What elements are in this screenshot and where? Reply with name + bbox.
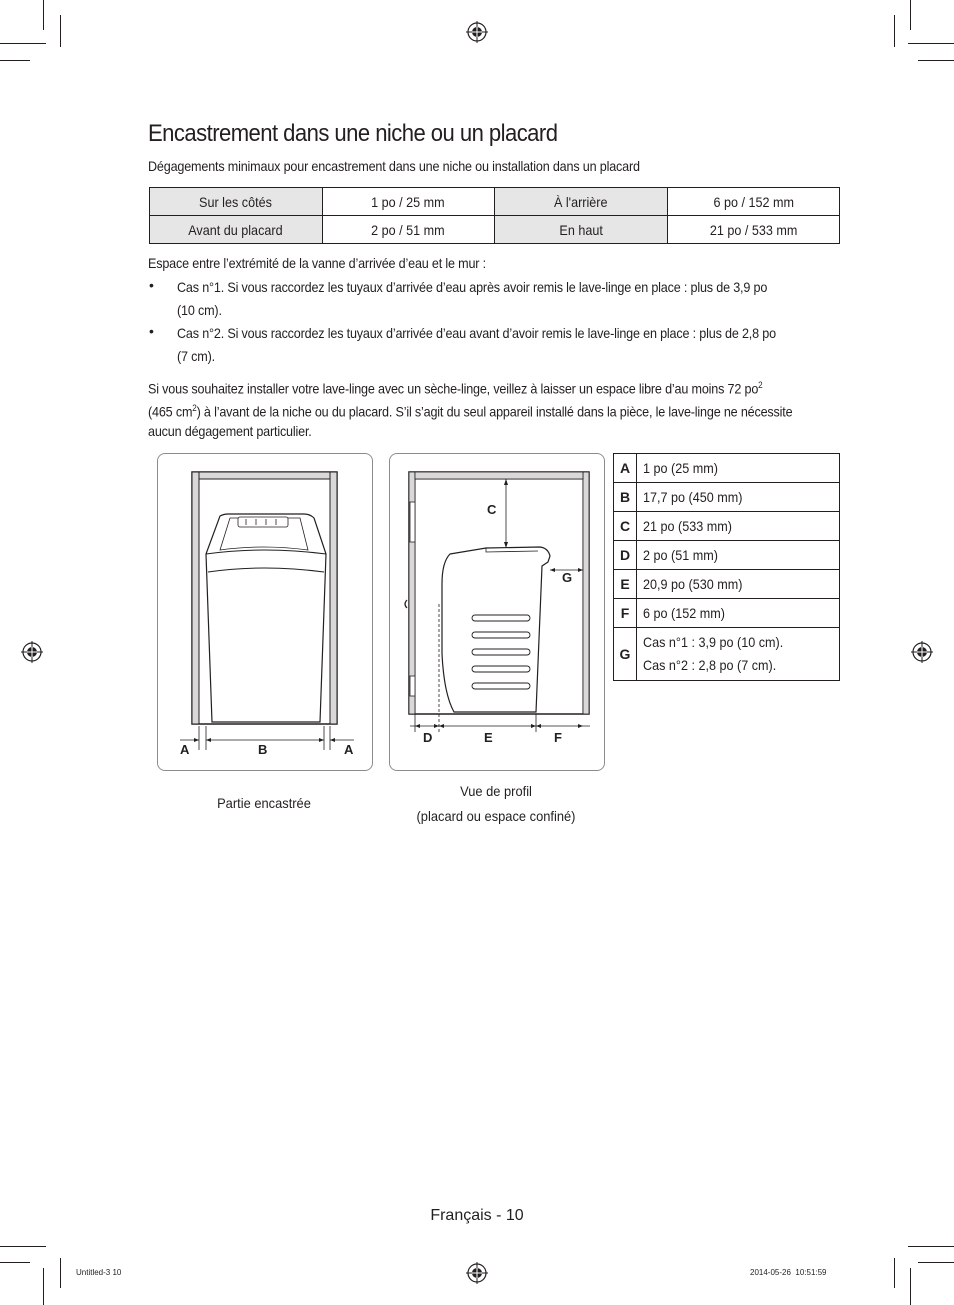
crop-mark: [910, 1268, 911, 1305]
print-slug-left: Untitled-3 10: [76, 1268, 122, 1277]
crop-mark: [43, 0, 44, 30]
section-title: Encastrement dans une niche ou un placard: [148, 120, 558, 147]
dim-label-d: D: [423, 730, 433, 745]
front-view-drawing: [158, 454, 372, 770]
side-view-caption-line-1: Vue de profil: [460, 783, 532, 799]
table-cell: À l'arrière: [495, 188, 668, 216]
legend-key: G: [614, 628, 637, 681]
water-valve-intro: Espace entre l’extrémité de la vanne d’arrivée d’eau et le mur :: [148, 255, 486, 271]
registration-mark-icon: [911, 641, 933, 663]
table-cell: 2 po / 51 mm: [322, 216, 495, 244]
side-view-drawing: [390, 454, 604, 770]
dryer-note-text: (465 cm: [148, 403, 193, 420]
legend-value: 21 po (533 mm): [637, 512, 840, 541]
legend-key: B: [614, 483, 637, 512]
legend-key: D: [614, 541, 637, 570]
table-row: [614, 628, 840, 681]
side-view-figure: [389, 453, 605, 771]
page-number: Français - 10: [430, 1207, 524, 1224]
dryer-note-text: ) à l’avant de la niche ou du placard. S’il s’agit du seul appareil installé dans la pièce, le lave-linge ne nécessite: [196, 403, 793, 420]
clearance-table: [149, 187, 840, 244]
table-cell: 21 po / 533 mm: [667, 216, 840, 244]
table-row: [614, 454, 840, 483]
crop-mark: [60, 1258, 61, 1288]
table-row: [614, 483, 840, 512]
print-slug-right: 2014-05-26 ︎︎ 10:51:59: [750, 1268, 827, 1277]
case-2-line-2: (7 cm).: [177, 348, 215, 364]
registration-mark-icon: [21, 641, 43, 663]
case-1-line-2: (10 cm).: [177, 302, 222, 318]
front-view-figure: [157, 453, 373, 771]
legend-value-line: Cas n°1 : 3,9 po (10 cm).: [643, 634, 784, 650]
legend-value: 1 po (25 mm): [637, 454, 840, 483]
table-cell: 1 po / 25 mm: [322, 188, 495, 216]
dim-label-a-left: A: [180, 742, 190, 757]
crop-mark: [908, 1246, 954, 1247]
legend-value: [637, 628, 840, 681]
legend-key: E: [614, 570, 637, 599]
table-row: [614, 570, 840, 599]
crop-mark: [894, 15, 895, 47]
dimension-legend-table: [613, 453, 840, 681]
table-cell: Sur les côtés: [150, 188, 323, 216]
section-subtitle: Dégagements minimaux pour encastrement dans une niche ou installation dans un placard: [148, 158, 640, 174]
dim-label-b: B: [258, 742, 268, 757]
crop-mark: [918, 1262, 954, 1263]
legend-key: F: [614, 599, 637, 628]
front-view-caption: Partie encastrée: [217, 795, 311, 811]
legend-value: 17,7 po (450 mm): [637, 483, 840, 512]
dim-label-g: G: [562, 570, 573, 585]
legend-value: 2 po (51 mm): [637, 541, 840, 570]
superscript: 2: [192, 403, 197, 413]
crop-mark: [43, 1268, 44, 1305]
dryer-note-text: Si vous souhaitez installer votre lave-linge avec un sèche-linge, veillez à laisser un espace libre d’au moins 72 po: [148, 380, 759, 397]
superscript: 2: [758, 380, 763, 390]
crop-mark: [0, 60, 30, 61]
legend-key: A: [614, 454, 637, 483]
table-row: [614, 541, 840, 570]
case-1-line-1: Cas n°1. Si vous raccordez les tuyaux d’arrivée d’eau après avoir remis le lave-linge en place : plus de 3,9 po: [177, 279, 768, 295]
crop-mark: [60, 15, 61, 47]
table-row: [150, 188, 840, 216]
crop-mark: [0, 43, 46, 44]
crop-mark: [908, 43, 954, 44]
dim-label-a-right: A: [344, 742, 354, 757]
legend-value: 20,9 po (530 mm): [637, 570, 840, 599]
crop-mark: [0, 1262, 30, 1263]
side-view-caption-line-2: (placard ou espace confiné): [416, 808, 576, 824]
legend-value-line: Cas n°2 : 2,8 po (7 cm).: [643, 657, 777, 673]
table-row: [150, 216, 840, 244]
registration-mark-icon: [466, 1262, 488, 1284]
table-row: [614, 599, 840, 628]
bullet-glyph: •: [149, 277, 154, 293]
dryer-note-line-3: aucun dégagement particulier.: [148, 423, 312, 439]
dim-label-f: F: [554, 730, 562, 745]
legend-value: 6 po (152 mm): [637, 599, 840, 628]
table-cell: En haut: [495, 216, 668, 244]
registration-mark-icon: [466, 21, 488, 43]
crop-mark: [918, 60, 954, 61]
crop-mark: [910, 0, 911, 30]
case-2-line-1: Cas n°2. Si vous raccordez les tuyaux d’arrivée d’eau avant d’avoir remis le lave-linge en place : plus de 2,8 po: [177, 325, 776, 341]
table-cell: Avant du placard: [150, 216, 323, 244]
table-row: [614, 512, 840, 541]
crop-mark: [894, 1258, 895, 1288]
crop-mark: [0, 1246, 46, 1247]
table-cell: 6 po / 152 mm: [667, 188, 840, 216]
bullet-glyph: •: [149, 323, 154, 339]
legend-key: C: [614, 512, 637, 541]
dim-label-e: E: [484, 730, 493, 745]
dim-label-c: C: [487, 502, 497, 517]
